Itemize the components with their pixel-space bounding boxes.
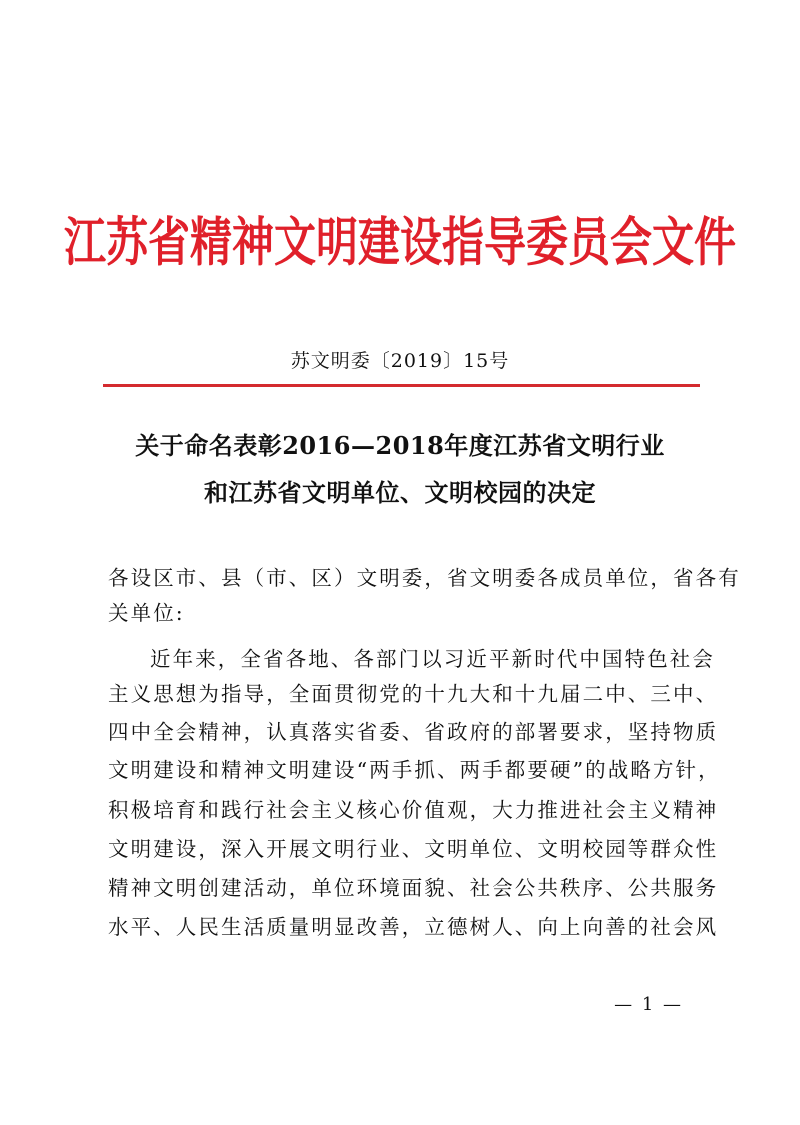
document-title-line-2: 和江苏省文明单位、文明校园的决定 xyxy=(204,478,596,507)
masthead-title: 江苏省精神文明建设指导委员会文件 xyxy=(63,211,736,273)
red-divider-rule xyxy=(103,384,700,387)
body-paragraph-line: 水平、人民生活质量明显改善，立德树人、向上向善的社会风 xyxy=(108,915,719,939)
page-number: — 1 — xyxy=(614,994,683,1015)
body-paragraph-line: 文明建设，深入开展文明行业、文明单位、文明校园等群众性 xyxy=(108,837,719,861)
body-paragraph-line: 近年来，全省各地、各部门以习近平新时代中国特色社会 xyxy=(150,647,715,671)
body-paragraph-line: 积极培育和践行社会主义核心价值观，大力推进社会主义精神 xyxy=(108,798,719,822)
body-paragraph-line: 文明建设和精神文明建设“两手抓、两手都要硬”的战略方针， xyxy=(108,758,721,782)
salutation-line-2: 关单位: xyxy=(108,601,185,625)
body-paragraph-line: 四中全会精神，认真落实省委、省政府的部署要求，坚持物质 xyxy=(108,720,719,744)
body-paragraph-line: 主义思想为指导，全面贯彻党的十九大和十九届二中、三中、 xyxy=(108,682,719,706)
salutation-line-1: 各设区市、县（市、区）文明委，省文明委各成员单位，省各有 xyxy=(108,566,741,590)
body-paragraph-line: 精神文明创建活动，单位环境面貌、社会公共秩序、公共服务 xyxy=(108,876,719,900)
document-number: 苏文明委〔2019〕15号 xyxy=(290,350,510,372)
document-title-line-1: 关于命名表彰2016—2018年度江苏省文明行业 xyxy=(135,431,665,460)
